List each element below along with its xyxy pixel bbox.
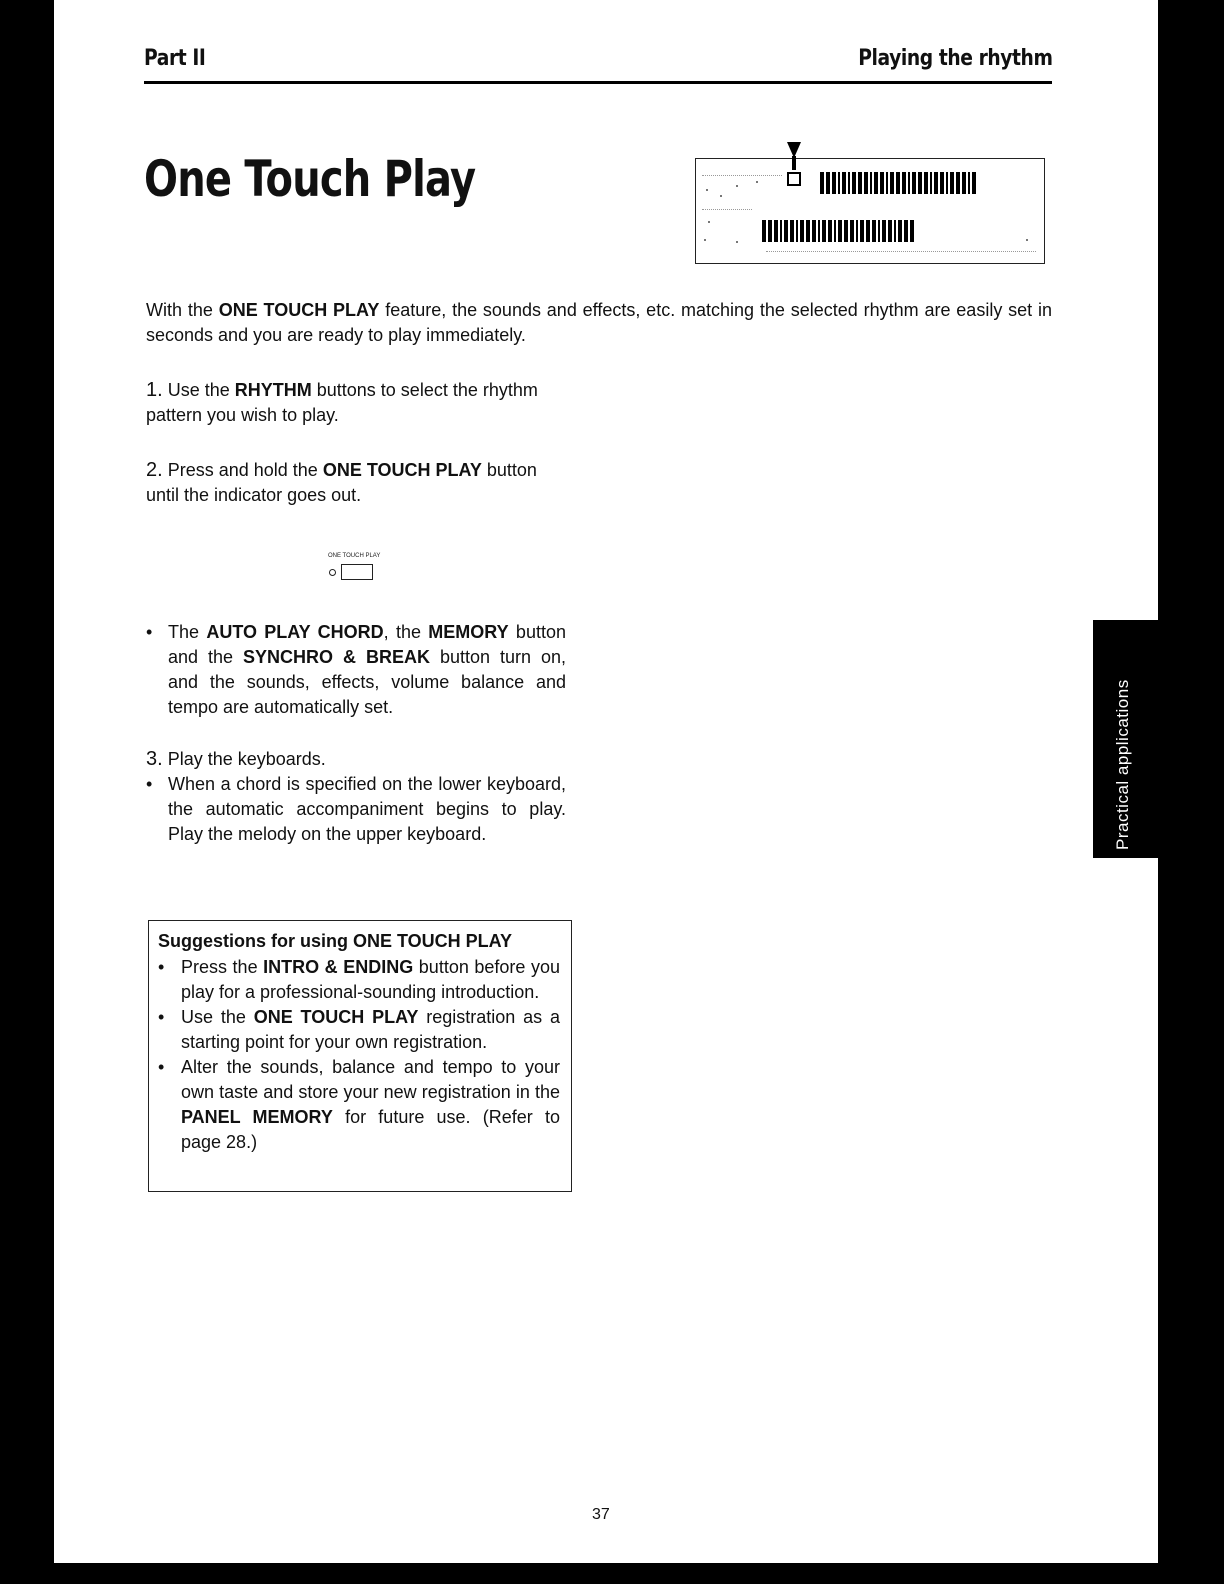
one-touch-play-button-illustration xyxy=(341,564,373,580)
bullet-auto-play: • The AUTO PLAY CHORD, the MEMORY button and the SYNCHRO & BREAK button turn on, and the sounds, effects, volume balance and tempo are automatically set. xyxy=(146,622,566,717)
list-item: • Press the INTRO & ENDING button before you play for a professional-sounding introduction. xyxy=(158,957,560,1002)
indicator-lamp-icon xyxy=(329,569,336,576)
page-title: One Touch Play xyxy=(144,150,476,208)
lower-bar-graph xyxy=(762,220,914,242)
list-item: • Alter the sounds, balance and tempo to your own taste and store your new registration in the PANEL MEMORY for future use. (Refer to page 28.) xyxy=(158,1057,560,1152)
intro-paragraph: With the ONE TOUCH PLAY feature, the sounds and effects, etc. matching the selected rhythm are easily set in seconds and you are ready to play immediately. xyxy=(146,300,1052,345)
scan-edge-bottom xyxy=(54,1563,1158,1584)
scan-edge-left xyxy=(0,0,54,1584)
one-touch-play-button-label: ONE TOUCH PLAY xyxy=(328,553,381,559)
step-1: 1. Use the RHYTHM buttons to select the rhythm pattern you wish to play. xyxy=(146,379,538,425)
upper-bar-graph xyxy=(820,172,976,194)
indicator-marker xyxy=(787,172,801,186)
step-2: 2. Press and hold the ONE TOUCH PLAY button until the indicator goes out. xyxy=(146,459,537,505)
section-side-tab-label: Practical applications xyxy=(1113,679,1132,850)
bullet-chord: • When a chord is specified on the lower keyboard, the automatic accompaniment begins to play. Play the melody on the upper keyboard. xyxy=(146,774,566,844)
scan-edge-right xyxy=(1158,0,1224,1584)
indicator-stem xyxy=(792,156,796,170)
header-part: Part II xyxy=(144,46,206,71)
list-item: • Use the ONE TOUCH PLAY registration as a starting point for your own registration. xyxy=(158,1007,560,1052)
suggestions-list xyxy=(158,955,560,1155)
header-rule xyxy=(144,81,1052,84)
page-number: 37 xyxy=(592,1506,610,1523)
header-section: Playing the rhythm xyxy=(857,46,1052,71)
step-3: 3. Play the keyboards. xyxy=(146,748,326,770)
suggestions-title: Suggestions for using ONE TOUCH PLAY xyxy=(158,931,513,951)
